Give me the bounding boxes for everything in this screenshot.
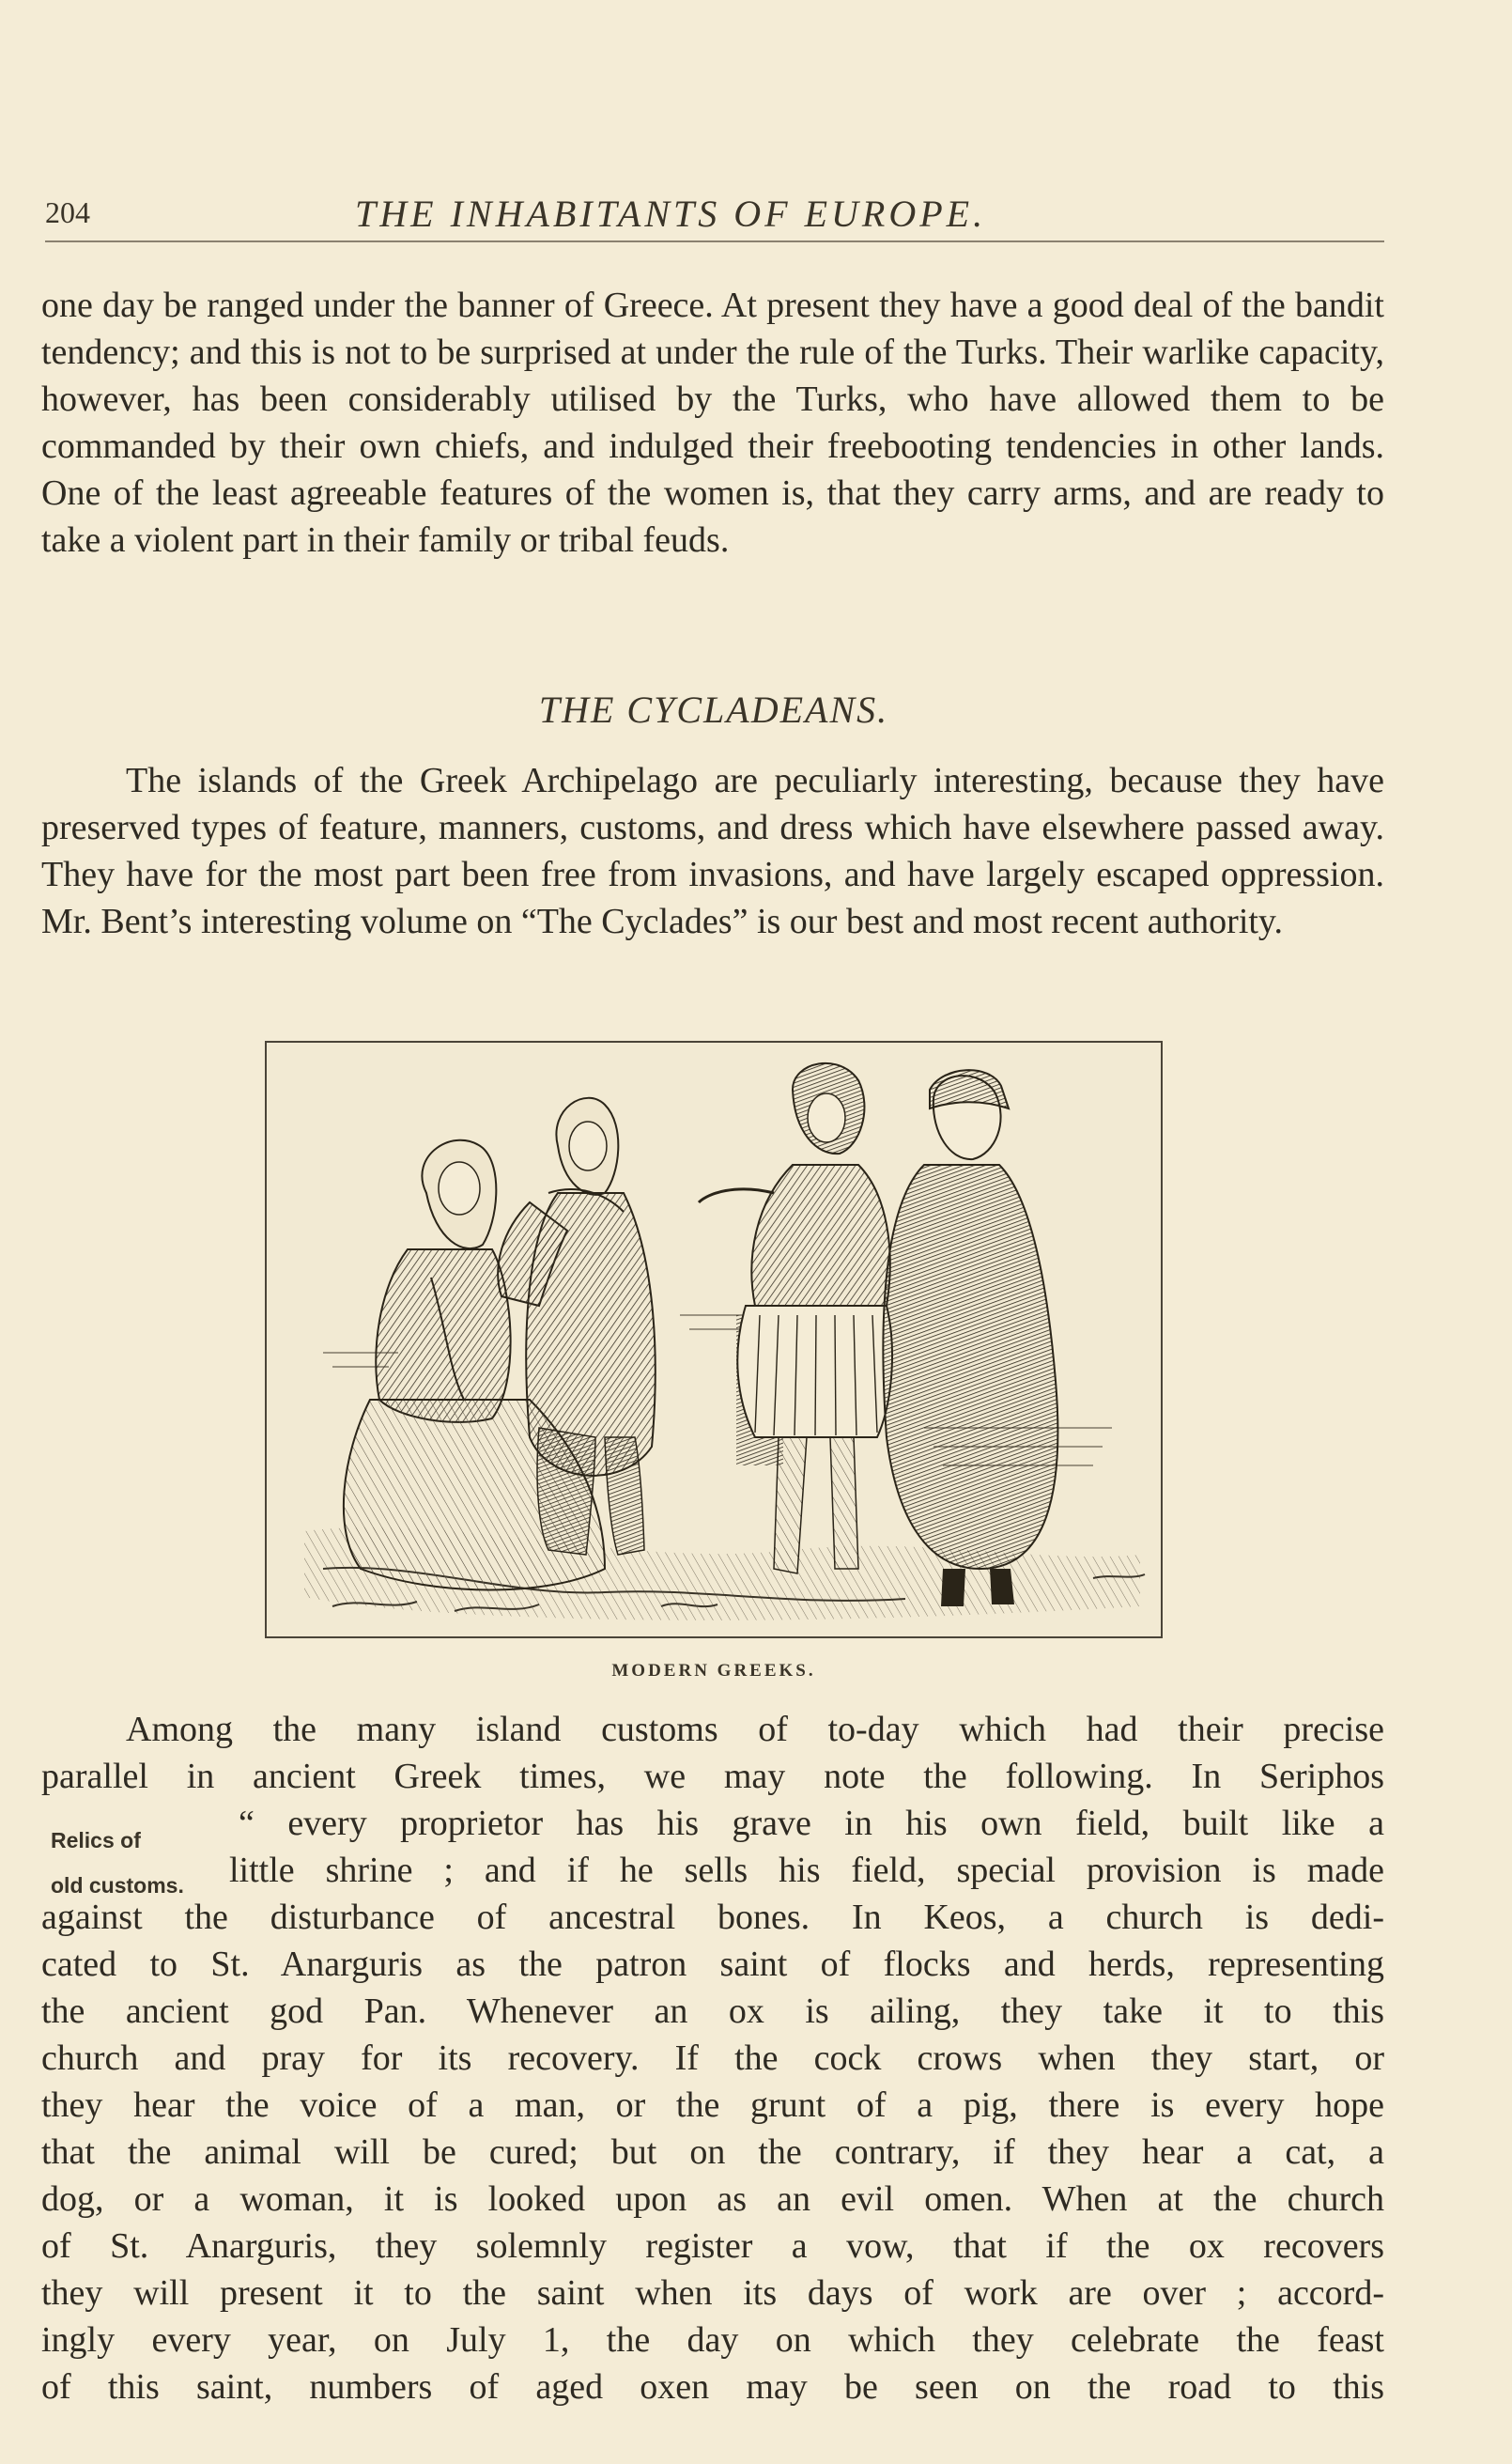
figure-caption: MODERN GREEKS. — [611, 1661, 816, 1681]
section-paragraph-block — [41, 757, 1384, 945]
text-line: of St. Anarguris, they solemnly register a vow, that if the ox recovers — [41, 2226, 1384, 2266]
text-line: ingly every year, on July 1, the day on which they celebrate the feast — [41, 2320, 1384, 2360]
margin-note-line-2: old customs. — [51, 1873, 184, 1898]
lower-text-block — [41, 1706, 1384, 2410]
text-line: of this saint, numbers of aged oxen may be seen on the road to this — [41, 2367, 1384, 2407]
margin-note-line-1: Relics of — [51, 1828, 141, 1852]
text-line: they will present it to the saint when its days of work are over ; accord- — [41, 2273, 1384, 2313]
engraving-figure — [265, 1041, 1163, 1638]
running-title: THE INHABITANTS OF EUROPE. — [355, 193, 987, 235]
text-line: that the animal will be cured; but on the contrary, if they hear a cat, a — [41, 2132, 1384, 2172]
page-number: 204 — [45, 195, 90, 229]
section-heading: THE CYCLADEANS. — [538, 689, 889, 731]
text-line: “ every proprietor has his grave in his own field, built like a — [239, 1804, 1384, 1843]
intro-paragraph: one day be ranged under the banner of Greece. At present they have a good deal of the bandit tendency; and this is not to be surprised at under the rule of the Turks. Their warlike capacity, however, has been considerably utilised by the Turks, who have allowed them to be commanded by their own chiefs, and indulged their freebooting tendencies in other lands. One of the least agreeable features of the women is, that they carry arms, and are ready to take a violent part in their family or tribal feuds. — [41, 286, 1384, 560]
intro-paragraph-block — [41, 282, 1384, 564]
text-line: church and pray for its recovery. If the cock crows when they start, or — [41, 2038, 1384, 2078]
text-line: cated to St. Anarguris as the patron saint of flocks and herds, representing — [41, 1945, 1384, 1984]
text-line: dog, or a woman, it is looked upon as an evil omen. When at the church — [41, 2179, 1384, 2219]
text-line: Among the many island customs of to-day which had their precise — [126, 1710, 1384, 1749]
text-line: parallel in ancient Greek times, we may note the following. In Seriphos — [41, 1757, 1384, 1796]
text-line: the ancient god Pan. Whenever an ox is ailing, they take it to this — [41, 1991, 1384, 2031]
text-line: against the disturbance of ancestral bones. In Keos, a church is dedi- — [41, 1898, 1384, 1937]
text-line: they hear the voice of a man, or the grunt of a pig, there is every hope — [41, 2085, 1384, 2125]
text-line: little shrine ; and if he sells his field, special provision is made — [229, 1851, 1384, 1890]
engraving-illustration — [267, 1043, 1161, 1636]
section-paragraph: The islands of the Greek Archipelago are peculiarly interesting, because they have preserved types of feature, manners, customs, and dress which have elsewhere passed away. They have for the most part been free from invasions, and have largely escaped oppression. Mr. Bent’s interesting volume on “The Cyclades” is our best and most recent authority. — [41, 761, 1384, 941]
page-header — [45, 188, 1384, 242]
